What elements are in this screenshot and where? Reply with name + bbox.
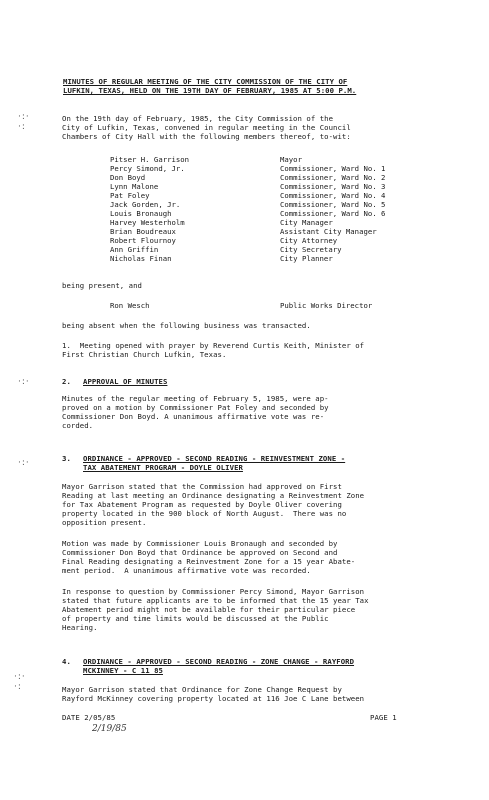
member-name: Ann Griffin — [110, 245, 159, 254]
member-name: Harvey Westerholm — [110, 218, 185, 227]
item-2-line: Minutes of the regular meeting of February 5, 1985, were ap- — [62, 394, 329, 403]
item-3-line: for Tax Abatement Program as requested by Doyle Oliver covering — [62, 500, 342, 509]
footer-page: PAGE 1 — [370, 713, 397, 722]
item-3-line: Reading at last meeting an Ordinance designating a Reinvestment Zone — [62, 491, 365, 500]
member-role: Commissioner, Ward No. 5 — [280, 200, 386, 209]
item-4-line: Mayor Garrison stated that Ordinance for Zone Change Request by — [62, 685, 342, 694]
item-3-line: Mayor Garrison stated that the Commission had approved on First — [62, 482, 342, 491]
member-role: City Attorney — [280, 236, 338, 245]
item-3-line: Commissioner Don Boyd that Ordinance be approved on Second and — [62, 548, 338, 557]
footer-date: DATE 2/05/85 — [62, 713, 116, 722]
margin-mark-icon: ·:· — [18, 458, 30, 468]
item-4-line: Rayford McKinney covering property located at 116 Joe C Lane between — [62, 694, 365, 703]
member-role: Assistant City Manager — [280, 227, 377, 236]
member-role: City Planner — [280, 254, 333, 263]
item-3-line: Motion was made by Commissioner Louis Bronaugh and seconded by — [62, 539, 338, 548]
item-4-number: 4. — [62, 657, 71, 666]
item-3-number: 3. — [62, 454, 71, 463]
item-2-line: Commissioner Don Boyd. A unanimous affirmative vote was re- — [62, 412, 325, 421]
member-role: Mayor — [280, 155, 302, 164]
member-role: Commissioner, Ward No. 4 — [280, 191, 386, 200]
member-name: Robert Flournoy — [110, 236, 176, 245]
member-name: Pat Foley — [110, 191, 150, 200]
member-name: Ron Wesch — [110, 301, 150, 310]
item-3-heading: ORDINANCE - APPROVED - SECOND READING - REINVESTMENT ZONE - — [83, 454, 346, 463]
member-role: City Secretary — [280, 245, 342, 254]
item-4-heading: ORDINANCE - APPROVED - SECOND READING - ZONE CHANGE - RAYFORD — [83, 657, 355, 666]
item-1-line: First Christian Church Lufkin, Texas. — [62, 350, 227, 359]
item-3-line: property located in the 900 block of North August. There was no — [62, 509, 347, 518]
item-3-line: opposition present. — [62, 518, 147, 527]
intro-line: Chambers of City Hall with the following members thereof, to-wit: — [62, 132, 351, 141]
item-3-line: Final Reading designating a Reinvestment Zone for a 15 year Abate- — [62, 557, 356, 566]
member-name: Nicholas Finan — [110, 254, 172, 263]
member-name: Pitser H. Garrison — [110, 155, 190, 164]
being-present-text: being present, and — [62, 281, 142, 290]
member-name: Don Boyd — [110, 173, 146, 182]
margin-mark-icon: ·:· ·: — [14, 672, 26, 692]
handwritten-date: 2/19/85 — [92, 724, 127, 734]
item-2-heading: APPROVAL OF MINUTES — [83, 377, 168, 386]
item-2-line: proved on a motion by Commissioner Pat Foley and seconded by — [62, 403, 329, 412]
item-3-line: stated that future applicants are to be informed that the 15 year Tax — [62, 596, 369, 605]
member-name: Jack Gorden, Jr. — [110, 200, 181, 209]
intro-line: On the 19th day of February, 1985, the City Commission of the — [62, 114, 334, 123]
member-name: Percy Simond, Jr. — [110, 164, 185, 173]
item-2-line: corded. — [62, 421, 94, 430]
member-role: Commissioner, Ward No. 2 — [280, 173, 386, 182]
margin-mark-icon: ·:· — [18, 377, 30, 387]
intro-line: City of Lufkin, Texas, convened in regular meeting in the Council — [62, 123, 351, 132]
being-absent-text: being absent when the following business was transacted. — [62, 321, 311, 330]
item-3-line: of property and time limits would be discussed at the Public — [62, 614, 329, 623]
item-3-line: Abatement period might not be available for their particular piece — [62, 605, 356, 614]
member-name: Lynn Malone — [110, 182, 159, 191]
minutes-title-line-2: LUFKIN, TEXAS, HELD ON THE 19TH DAY OF FEBRUARY, 1985 AT 5:00 P.M. — [63, 86, 357, 95]
member-name: Louis Bronaugh — [110, 209, 172, 218]
item-2-number: 2. — [62, 377, 71, 386]
item-4-heading: MCKINNEY - C 11 85 — [83, 666, 163, 675]
member-role: Commissioner, Ward No. 1 — [280, 164, 386, 173]
margin-mark-icon: ·:· ·: — [18, 112, 30, 132]
item-1-line: 1. Meeting opened with prayer by Reverend Curtis Keith, Minister of — [62, 341, 365, 350]
minutes-title-line-1: MINUTES OF REGULAR MEETING OF THE CITY COMMISSION OF THE CITY OF — [63, 77, 348, 86]
item-3-line: Hearing. — [62, 623, 98, 632]
member-role: City Manager — [280, 218, 333, 227]
item-3-line: In response to question by Commissioner Percy Simond, Mayor Garrison — [62, 587, 365, 596]
member-name: Brian Boudreaux — [110, 227, 176, 236]
member-role: Commissioner, Ward No. 3 — [280, 182, 386, 191]
member-role: Public Works Director — [280, 301, 373, 310]
item-3-line: ment period. A unanimous affirmative vote was recorded. — [62, 566, 311, 575]
item-3-heading: TAX ABATEMENT PROGRAM - DOYLE OLIVER — [83, 463, 243, 472]
member-role: Commissioner, Ward No. 6 — [280, 209, 386, 218]
